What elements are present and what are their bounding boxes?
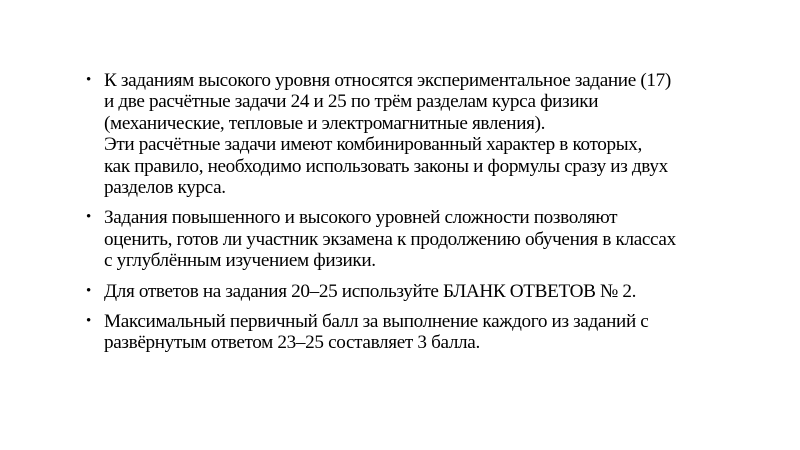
text-line: Задания повышенного и высокого уровней сложности позволяют — [104, 207, 618, 229]
text-line: Для ответов на задания 20–25 используйте БЛАНК ОТВЕТОВ № 2. — [104, 280, 637, 302]
slide-content — [86, 70, 766, 363]
bullet-item-2 — [86, 207, 766, 271]
bullet-icon: • — [86, 72, 92, 88]
text-line: Эти расчётные задачи имеют комбинированный характер в которых, — [104, 134, 642, 156]
bullet-icon: • — [86, 209, 92, 226]
text-line: оценить, готов ли участник экзамена к продолжению обучения в классах — [104, 228, 676, 250]
bullet-item-1 — [86, 70, 766, 198]
text-line: как правило, необходимо использовать законы и формулы сразу из двух — [104, 155, 668, 177]
text-line: развёрнутым ответом 23–25 составляет 3 балла. — [104, 332, 480, 354]
bullet-item-3 — [86, 281, 766, 302]
text-line: (механические, тепловые и электромагнитные явления). — [104, 112, 546, 134]
text-line: и две расчётные задачи 24 и 25 по трём разделам курса физики — [104, 91, 599, 113]
text-line: К заданиям высокого уровня относятся экспериментальное задание (17) — [104, 70, 671, 91]
bullet-icon: • — [86, 313, 92, 330]
text-line: с углублённым изучением физики. — [104, 250, 376, 272]
text-line: разделов курса. — [104, 177, 226, 199]
text-line: Максимальный первичный балл за выполнение каждого из заданий с — [104, 311, 649, 333]
bullet-icon: • — [86, 282, 92, 299]
bullet-item-4 — [86, 311, 766, 354]
